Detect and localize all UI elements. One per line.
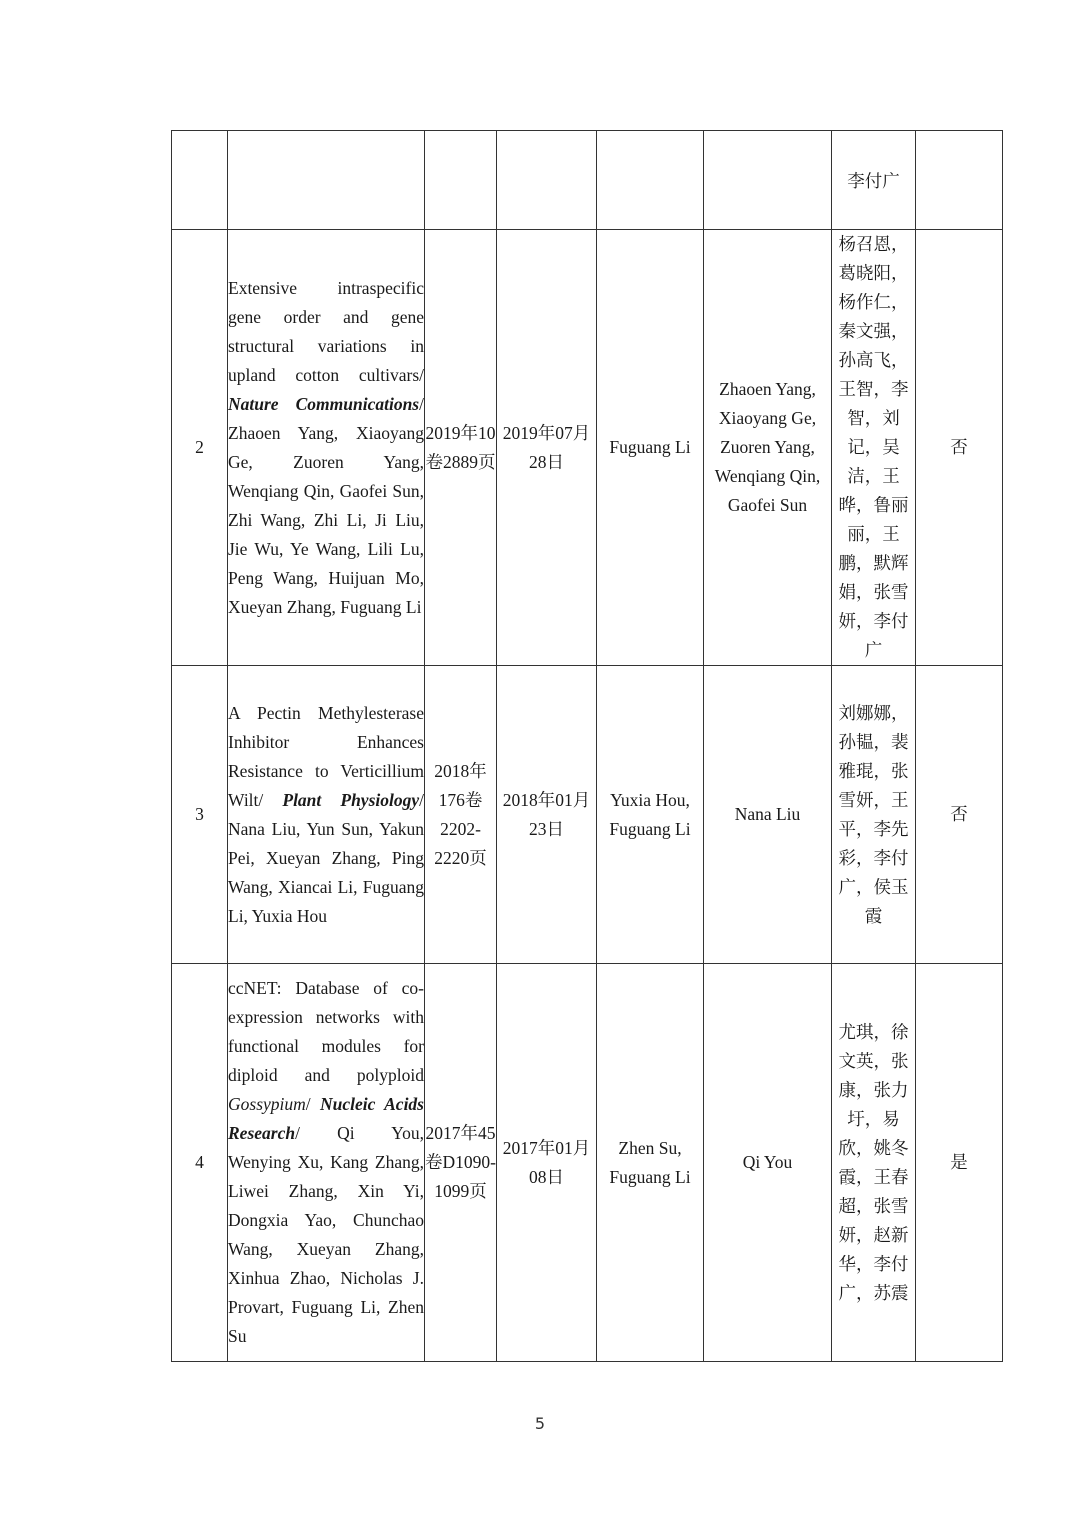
title-text: A Pectin Methylesterase Inhibitor Enhances Resistance to Verticillium Wilt/: [228, 702, 424, 810]
table-row: [172, 230, 1003, 666]
row-index: 3: [172, 666, 228, 964]
chinese-author-names: 李付广: [832, 131, 916, 230]
chinese-author-names: 杨召恩，葛晓阳，杨作仁，秦文强，孙高飞，王智，李智，刘记，吴洁，王晔，鲁丽丽，王鹏，默辉娟，张雪妍，李付广: [832, 230, 916, 666]
publish-date: 2017年01月08日: [497, 964, 597, 1362]
chinese-author-names: 尤琪，徐文英，张康，张力圩，易欣，姚冬霞，王春超，张雪妍，赵新华，李付广，苏震: [832, 964, 916, 1362]
author-list: / Nana Liu, Yun Sun, Yakun Pei, Xueyan Zhang, Ping Wang, Xiancai Li, Fuguang Li, Yuxia Hou: [228, 789, 424, 926]
papers-table: [171, 130, 1003, 1362]
first-author: Qi You: [704, 964, 832, 1362]
corresponding-author: [597, 131, 704, 230]
title-text: ccNET: Database of co-expression networks with functional modules for diploid and polyploid: [228, 978, 424, 1085]
species-name: Gossypium: [228, 1094, 306, 1114]
publish-date: 2018年01月23日: [497, 666, 597, 964]
paper-title: [228, 131, 425, 230]
corresponding-author: Fuguang Li: [597, 230, 704, 666]
journal-name: Plant Physiology: [282, 789, 420, 810]
flag-value: 是: [916, 964, 1003, 1362]
first-author: Zhaoen Yang, Xiaoyang Ge, Zuoren Yang, Wenqiang Qin, Gaofei Sun: [704, 230, 832, 666]
volume-pages: 2017年45卷D1090-1099页: [425, 964, 497, 1362]
paper-title: [228, 230, 425, 666]
chinese-author-names: 刘娜娜，孙韫，裴雅琨，张雪妍，王平，李先彩，李付广，侯玉霞: [832, 666, 916, 964]
author-list: / Zhaoen Yang, Xiaoyang Ge, Zuoren Yang, Wenqiang Qin, Gaofei Sun, Zhi Wang, Zhi Li, Ji Liu, Jie Wu, Ye Wang, Lili Lu, Peng Wang, Huijuan Mo, Xueyan Zhang, Fuguang Li: [228, 393, 424, 617]
journal-name: Nucleic Acids Research: [228, 1094, 424, 1143]
page-number: 5: [534, 1414, 546, 1433]
row-index: 2: [172, 230, 228, 666]
volume-pages: 2019年10卷2889页: [425, 230, 497, 666]
corresponding-author: Yuxia Hou, Fuguang Li: [597, 666, 704, 964]
first-author: Nana Liu: [704, 666, 832, 964]
table-row: [172, 964, 1003, 1362]
author-list: / Qi You, Wenying Xu, Kang Zhang, Liwei Zhang, Xin Yi, Dongxia Yao, Chunchao Wang, Xueyan Zhang, Xinhua Zhao, Nicholas J. Provart, Fuguang Li, Zhen Su: [228, 1123, 424, 1346]
flag-value: 否: [916, 666, 1003, 964]
paper-title: [228, 964, 425, 1362]
publish-date: 2019年07月28日: [497, 230, 597, 666]
table-row: [172, 666, 1003, 964]
publish-date: [497, 131, 597, 230]
paper-title: [228, 666, 425, 964]
journal-name: Nature Communications: [228, 393, 420, 414]
flag-value: [916, 131, 1003, 230]
row-index: 4: [172, 964, 228, 1362]
row-index: [172, 131, 228, 230]
corresponding-author: Zhen Su, Fuguang Li: [597, 964, 704, 1362]
flag-value: 否: [916, 230, 1003, 666]
table-row: [172, 131, 1003, 230]
first-author: [704, 131, 832, 230]
title-text: Extensive intraspecific gene order and gene structural variations in upland cotton cultivars/: [228, 277, 424, 385]
volume-pages: 2018年176卷2202-2220页: [425, 666, 497, 964]
title-separator: /: [305, 1094, 321, 1114]
volume-pages: [425, 131, 497, 230]
